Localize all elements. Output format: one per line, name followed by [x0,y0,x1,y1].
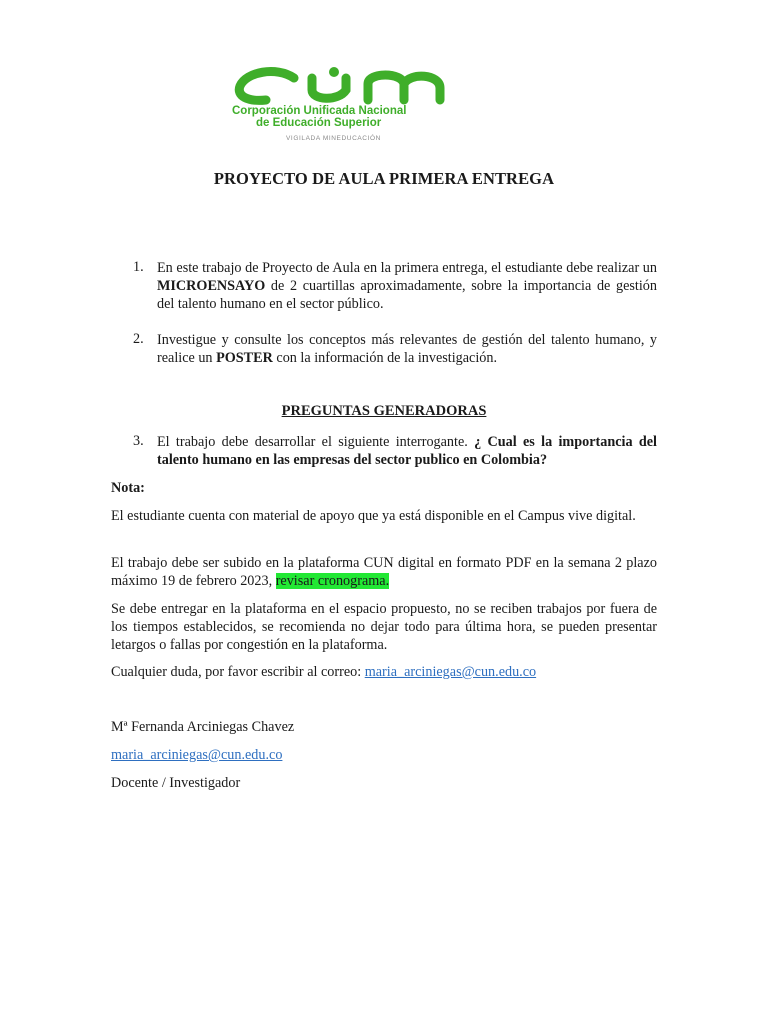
note-label: Nota: [111,480,145,496]
contact-email-link[interactable]: maria_arciniegas@cun.edu.co [364,664,537,680]
text-run: con la información de la investigación. [272,350,498,366]
bold-term: POSTER [216,350,273,366]
logo-line3: VIGILADA MINEDUCACIÓN [286,135,381,142]
text-run: El trabajo debe ser subido en la plataforma CUN digital en formato PDF en la semana 2 plazo máximo 19 de febrero 2023, [111,555,657,589]
text-run: En este trabajo de Proyecto de Aula en la primera entrega, el estudiante debe realizar un [157,260,657,276]
signature-email-link[interactable]: maria_arciniegas@cun.edu.co [111,747,283,763]
logo-line2: de Educación Superior [256,117,382,129]
text-run: El trabajo debe desarrollar el siguiente interrogante. [157,434,475,450]
note-paragraph: El estudiante cuenta con material de apoyo que ya está disponible en el Campus vive digital. [111,508,636,524]
deadline-paragraph: Se debe entregar en la plataforma en el espacio propuesto, no se reciben trabajos por fuera de los tiempos establecidos, se recomienda no dejar todo para última hora, se pueden presentar letargos o fallas por congestión en la plataforma. [111,601,657,653]
contact-paragraph [111,663,657,681]
list-text [157,259,657,313]
logo-line1: Corporación Unificada Nacional [232,105,407,117]
section-heading: PREGUNTAS GENERADORAS [281,403,487,419]
signature-role: Docente / Investigador [111,775,241,791]
highlighted-text: revisar cronograma. [275,573,390,589]
signature-name: Mª Fernanda Arciniegas Chavez [111,719,295,735]
text-run: Cualquier duda, por favor escribir al correo: [111,664,365,680]
list-number: 1. [133,259,144,275]
list-number: 3. [133,433,144,449]
text-run: Investigue y consulte los conceptos más relevantes de gestión del talento humano, y realice un [157,332,657,366]
bold-question: ¿ Cual es la importancia del talento humano en las empresas del sector publico en Colombia? [157,434,657,468]
list-text [157,433,657,469]
signature-email [111,746,657,764]
submission-paragraph [111,554,657,590]
text-run: de 2 cuartillas aproximadamente, sobre la importancia de gestión del talento humano en el sector público. [157,278,657,312]
bold-term: MICROENSAYO [157,278,266,294]
list-number: 2. [133,331,144,347]
cun-logo [226,62,506,146]
page-title: PROYECTO DE AULA PRIMERA ENTREGA [213,169,555,188]
list-text [157,331,657,367]
